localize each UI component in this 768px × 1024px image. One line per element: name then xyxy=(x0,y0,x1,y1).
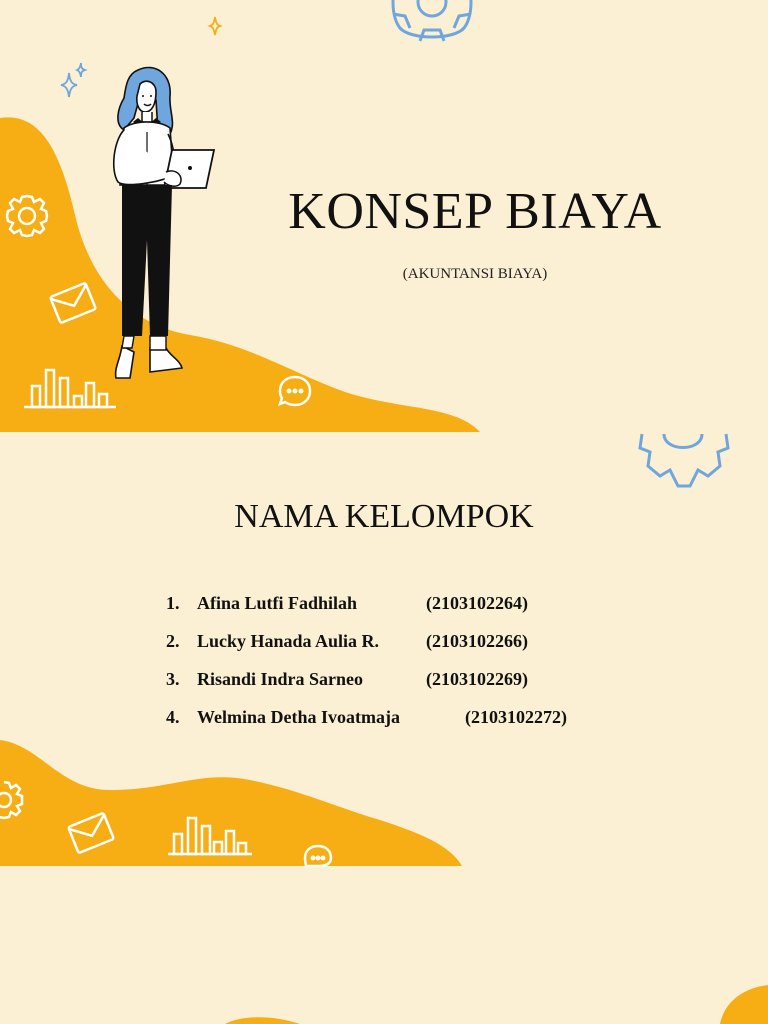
member-id: (2103102266) xyxy=(426,631,528,651)
list-item xyxy=(166,593,626,631)
page-subtitle: (AKUNTANSI BIAYA) xyxy=(402,266,548,282)
member-number: 3. xyxy=(166,669,180,689)
member-name: Welmina Detha Ivoatmaja xyxy=(197,707,400,727)
gear-icon xyxy=(393,0,471,41)
gear-icon xyxy=(640,434,728,486)
member-id: (2103102272) xyxy=(465,707,567,727)
member-name: Lucky Hanada Aulia R. xyxy=(197,631,380,651)
page-title: KONSEP BIAYA xyxy=(288,183,662,240)
sparkle-icon xyxy=(210,17,220,35)
member-id: (2103102269) xyxy=(426,669,528,689)
member-name: Risandi Indra Sarneo xyxy=(197,669,364,689)
corner-orange-blob xyxy=(720,985,768,1024)
bottom-orange-wave xyxy=(0,740,462,866)
group-heading: NAMA KELOMPOK xyxy=(234,498,534,535)
list-item xyxy=(166,631,626,669)
list-item xyxy=(166,707,626,745)
person-with-laptop-illustration xyxy=(100,62,230,387)
member-number: 1. xyxy=(166,593,180,613)
bottom-orange-blob xyxy=(225,1017,300,1024)
sparkle-icon xyxy=(61,63,85,97)
member-list xyxy=(166,593,626,745)
member-number: 2. xyxy=(166,631,180,651)
member-id: (2103102264) xyxy=(426,593,528,613)
list-item xyxy=(166,669,626,707)
member-name: Afina Lutfi Fadhilah xyxy=(197,593,358,613)
member-number: 4. xyxy=(166,707,180,727)
